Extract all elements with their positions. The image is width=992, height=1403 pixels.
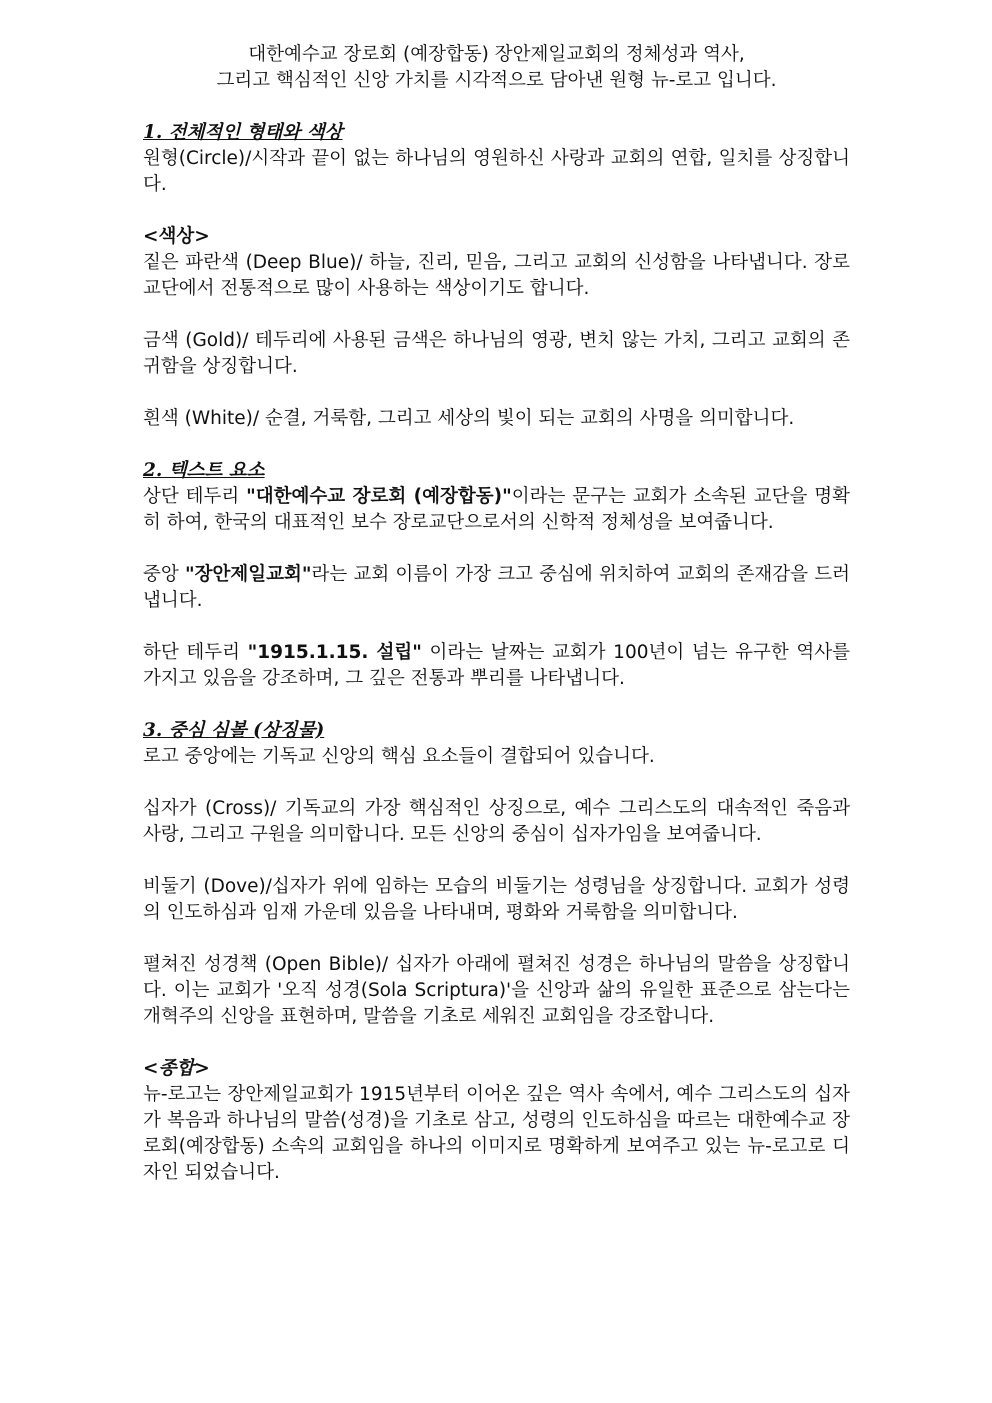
shape-paragraph: 원형(Circle)/시작과 끝이 없는 하나님의 영원하신 사랑과 교회의 연합, 일치를 상징합니다. — [143, 148, 850, 195]
gold-paragraph: 금색 (Gold)/ 테두리에 사용된 금색은 하나님의 영광, 변치 않는 가치, 그리고 교회의 존귀함을 상징합니다. — [143, 330, 850, 377]
symbol-intro-paragraph: 로고 중앙에는 기독교 신앙의 핵심 요소들이 결합되어 있습니다. — [143, 746, 655, 767]
intro — [143, 42, 850, 94]
section-3-heading: 3. 중심 심볼 (상징물) — [143, 720, 325, 741]
dove-paragraph: 비둘기 (Dove)/십자가 위에 임하는 모습의 비둘기는 성령님을 상징합니다. 교회가 성령의 인도하심과 임재 가운데 있음을 나타내며, 평화와 거룩함을 의미합니다. — [143, 876, 850, 923]
bottom-border-paragraph — [143, 640, 850, 692]
document-page — [143, 42, 850, 1186]
center-prefix: 중앙 — [143, 564, 185, 585]
cross-paragraph: 십자가 (Cross)/ 기독교의 가장 핵심적인 상징으로, 예수 그리스도의 대속적인 죽음과 사랑, 그리고 구원을 의미합니다. 모든 신앙의 중심이 십자가임을 보여줍니다. — [143, 798, 850, 845]
bottom-border-text: 이라는 날짜는 교회가 100년이 넘는 유구한 역사를 가지고 있음을 강조하며, 그 깊은 전통과 뿌리를 나타냅니다. — [143, 642, 850, 689]
top-border-prefix: 상단 테두리 — [143, 486, 247, 507]
summary-heading: <종합> — [143, 1058, 210, 1079]
colors-heading: <색상> — [143, 226, 210, 247]
intro-line-2: 그리고 핵심적인 신앙 가치를 시각적으로 담아낸 원형 뉴-로고 입니다. — [216, 70, 777, 91]
bottom-border-prefix: 하단 테두리 — [143, 642, 248, 663]
center-paragraph — [143, 562, 850, 614]
center-text: 라는 교회 이름이 가장 크고 중심에 위치하여 교회의 존재감을 드러냅니다. — [143, 564, 850, 611]
section-1-heading: 1. 전체적인 형태와 색상 — [143, 122, 343, 143]
top-border-paragraph — [143, 484, 850, 536]
intro-line-1: 대한예수교 장로회 (예장합동) 장안제일교회의 정체성과 역사, — [248, 44, 745, 65]
white-paragraph: 흰색 (White)/ 순결, 거룩함, 그리고 세상의 빛이 되는 교회의 사명을 의미합니다. — [143, 408, 795, 429]
bible-paragraph: 펼쳐진 성경책 (Open Bible)/ 십자가 아래에 펼쳐진 성경은 하나님의 말씀을 상징합니다. 이는 교회가 '오직 성경(Sola Scriptura)'을 신앙과 삶의 유일한 표준으로 삼는다는 개혁주의 신앙을 표현하며, 말씀을 기초로 세워진 교회임을 강조합니다. — [143, 954, 850, 1027]
bottom-border-quote: "1915.1.15. 설립" — [247, 642, 422, 663]
top-border-text: 이라는 문구는 교회가 소속된 교단을 명확히 하여, 한국의 대표적인 보수 장로교단으로서의 신학적 정체성을 보여줍니다. — [143, 486, 850, 533]
top-border-quote: "대한예수교 장로회 (예장합동)" — [246, 486, 512, 507]
summary-paragraph: 뉴-로고는 장안제일교회가 1915년부터 이어온 깊은 역사 속에서, 예수 그리스도의 십자가 복음과 하나님의 말씀(성경)을 기초로 삼고, 성령의 인도하심을 따르는 대한예수교 장로회(예장합동) 소속의 교회임을 하나의 이미지로 명확하게 보여주고 있는 뉴-로고로 디자인 되었습니다. — [143, 1084, 850, 1183]
section-2-heading: 2. 텍스트 요소 — [143, 460, 265, 481]
center-quote: "장안제일교회" — [184, 564, 312, 585]
blue-paragraph: 짙은 파란색 (Deep Blue)/ 하늘, 진리, 믿음, 그리고 교회의 신성함을 나타냅니다. 장로교단에서 전통적으로 많이 사용하는 색상이기도 합니다. — [143, 252, 850, 299]
